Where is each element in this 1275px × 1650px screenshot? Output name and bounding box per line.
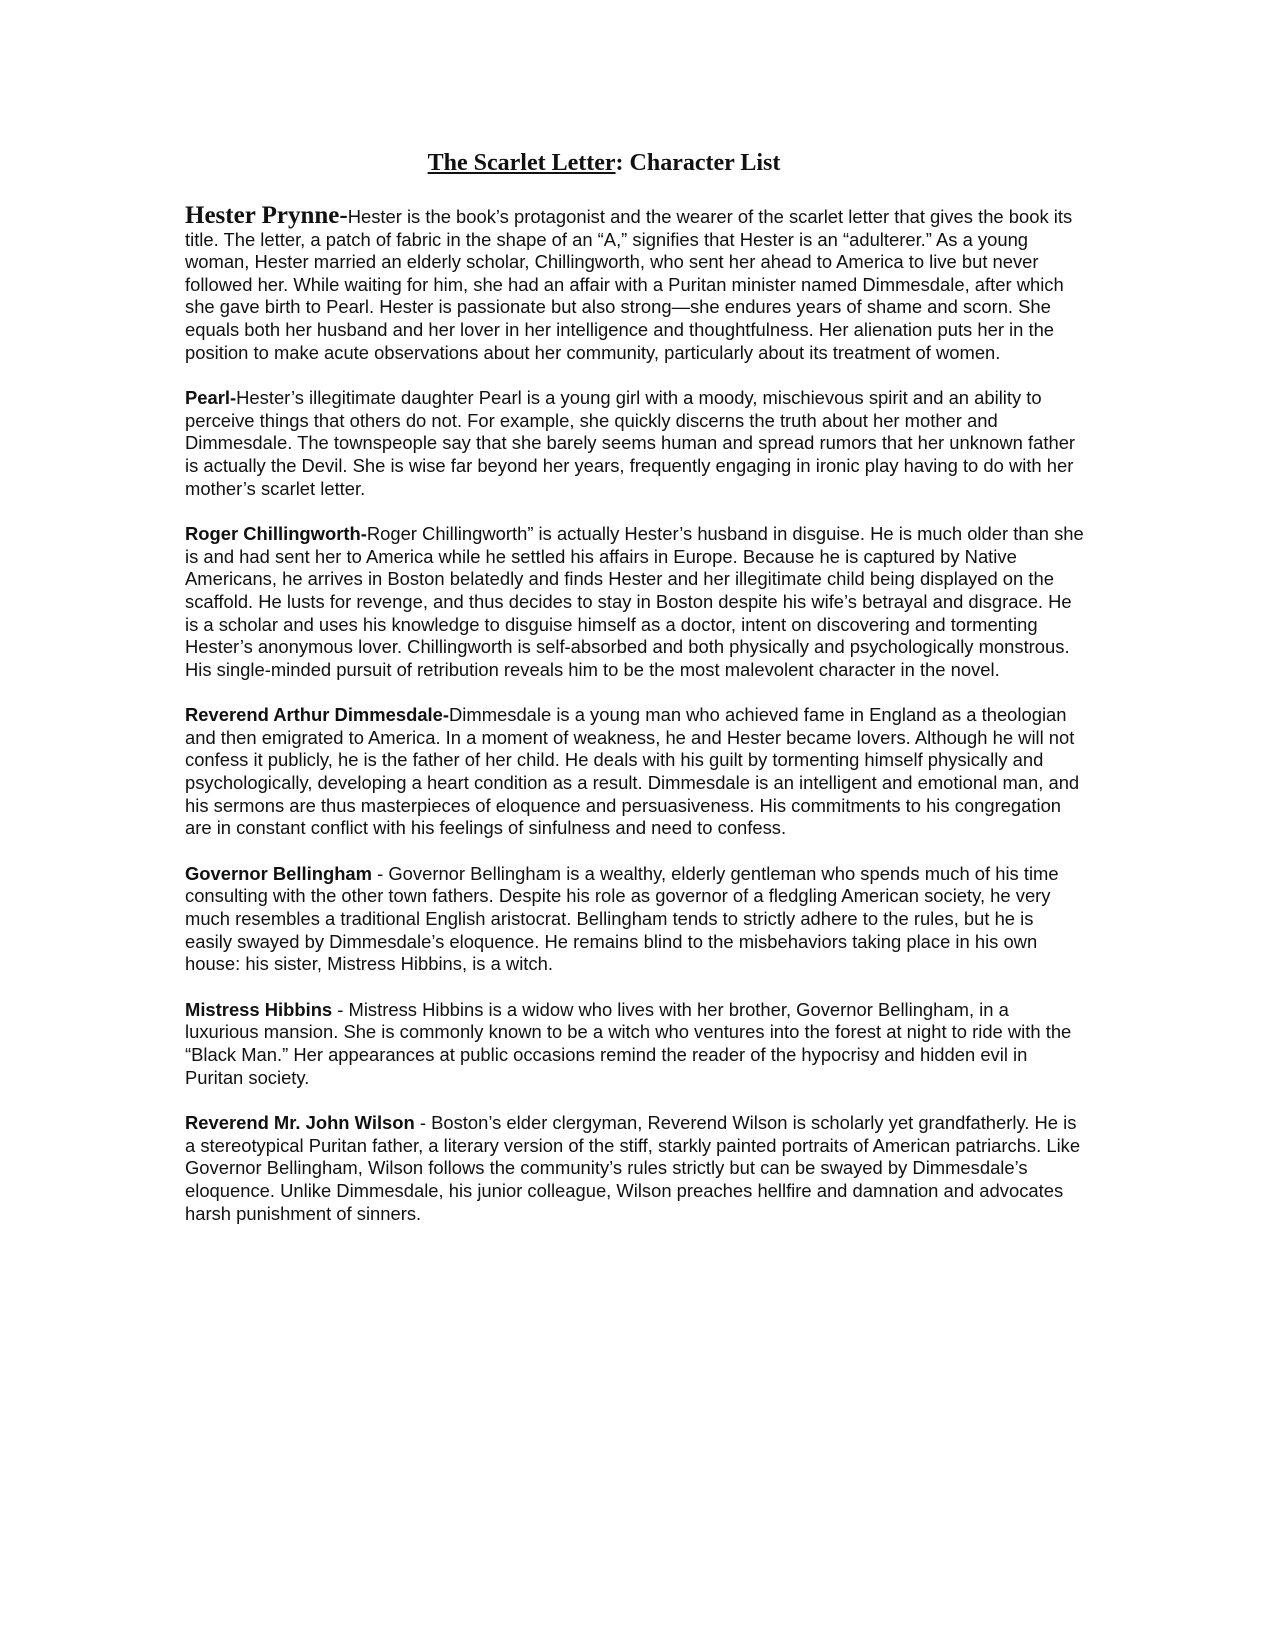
character-entry-arthur-dimmesdale: [185, 704, 1085, 840]
character-name: Reverend Arthur Dimmesdale-: [185, 704, 450, 726]
document-title: [0, 148, 1208, 178]
character-entry-hester-prynne: [185, 202, 1085, 364]
character-entry-mistress-hibbins: [185, 999, 1085, 1089]
title-book-name: The Scarlet Letter: [427, 150, 616, 176]
character-name: Governor Bellingham: [185, 862, 373, 884]
character-name: Hester Prynne-: [185, 202, 348, 229]
character-description: - Governor Bellingham is a wealthy, elderly gentleman who spends much of his time consulting with the other town fathers. Despite his role as governor of a fledgling American society, he very much resembles a traditional English aristocrat. Bellingham tends to strictly adhere to the rules, but he is easily swayed by Dimmesdale’s eloquence. He remains blind to the misbehaviors taking place in his own house: his sister, Mistress Hibbins, is a witch.: [185, 862, 1059, 975]
character-name: Reverend Mr. John Wilson: [185, 1112, 415, 1134]
character-name: Mistress Hibbins: [185, 998, 333, 1020]
character-description: - Boston’s elder clergyman, Reverend Wilson is scholarly yet grandfatherly. He is a stereotypical Puritan father, a literary version of the stiff, starkly painted portraits of American patriarchs. Like Governor Bellingham, Wilson follows the community’s rules strictly but can be swayed by Dimmesdale’s eloquence. Unlike Dimmesdale, his junior colleague, Wilson preaches hellfire and damnation and advocates harsh punishment of sinners.: [185, 1112, 1081, 1224]
title-suffix: : Character List: [615, 150, 781, 176]
character-entry-pearl: [185, 387, 1085, 500]
character-name: Roger Chillingworth-: [185, 523, 367, 545]
character-description: - Mistress Hibbins is a widow who lives with her brother, Governor Bellingham, in a luxurious mansion. She is commonly known to be a witch who ventures into the forest at night to ride with the “Black Man.” Her appearances at public occasions remind the reader of the hypocrisy and hidden evil in Puritan society.: [185, 998, 1072, 1088]
character-name: Pearl-: [185, 387, 237, 409]
character-description: Hester’s illegitimate daughter Pearl is a young girl with a moody, mischievous spirit and an ability to perceive things that others do not. For example, she quickly discerns the truth about her mother and Dimmesdale. The townspeople say that she barely seems human and spread rumors that her unknown father is actually the Devil. She is wise far beyond her years, frequently engaging in ironic play having to do with her mother’s scarlet letter.: [185, 387, 1076, 499]
character-list: [185, 202, 1085, 1248]
character-entry-roger-chillingworth: [185, 523, 1085, 681]
character-entry-john-wilson: [185, 1112, 1085, 1225]
character-description: Dimmesdale is a young man who achieved fame in England as a theologian and then emigrated to America. In a moment of weakness, he and Hester became lovers. Although he will not confess it publicly, he is the father of her child. He deals with his guilt by tormenting himself physically and psychologically, developing a heart condition as a result. Dimmesdale is an intelligent and emotional man, and his sermons are thus masterpieces of eloquence and persuasiveness. His commitments to his congregation are in constant conflict with his feelings of sinfulness and need to confess.: [185, 704, 1080, 839]
character-description: Roger Chillingworth” is actually Hester’s husband in disguise. He is much older than she is and had sent her to America while he settled his affairs in Europe. Because he is captured by Native Americans, he arrives in Boston belatedly and finds Hester and her illegitimate child being displayed on the scaffold. He lusts for revenge, and thus decides to stay in Boston despite his wife’s betrayal and disgrace. He is a scholar and uses his knowledge to disguise himself as a doctor, intent on discovering and tormenting Hester’s anonymous lover. Chillingworth is self-absorbed and both physically and psychologically monstrous. His single-minded pursuit of retribution reveals him to be the most malevolent character in the novel.: [185, 523, 1084, 680]
character-description: Hester is the book’s protagonist and the wearer of the scarlet letter that gives the book its title. The letter, a patch of fabric in the shape of an “A,” signifies that Hester is an “adulterer.” As a young woman, Hester married an elderly scholar, Chillingworth, who sent her ahead to America to live but never followed her. While waiting for him, she had an affair with a Puritan minister named Dimmesdale, after which she gave birth to Pearl. Hester is passionate but also strong—she endures years of shame and scorn. She equals both her husband and her lover in her intelligence and thoughtfulness. Her alienation puts her in the position to make acute observations about her community, particularly about its treatment of women.: [185, 206, 1073, 363]
character-entry-governor-bellingham: [185, 863, 1085, 976]
